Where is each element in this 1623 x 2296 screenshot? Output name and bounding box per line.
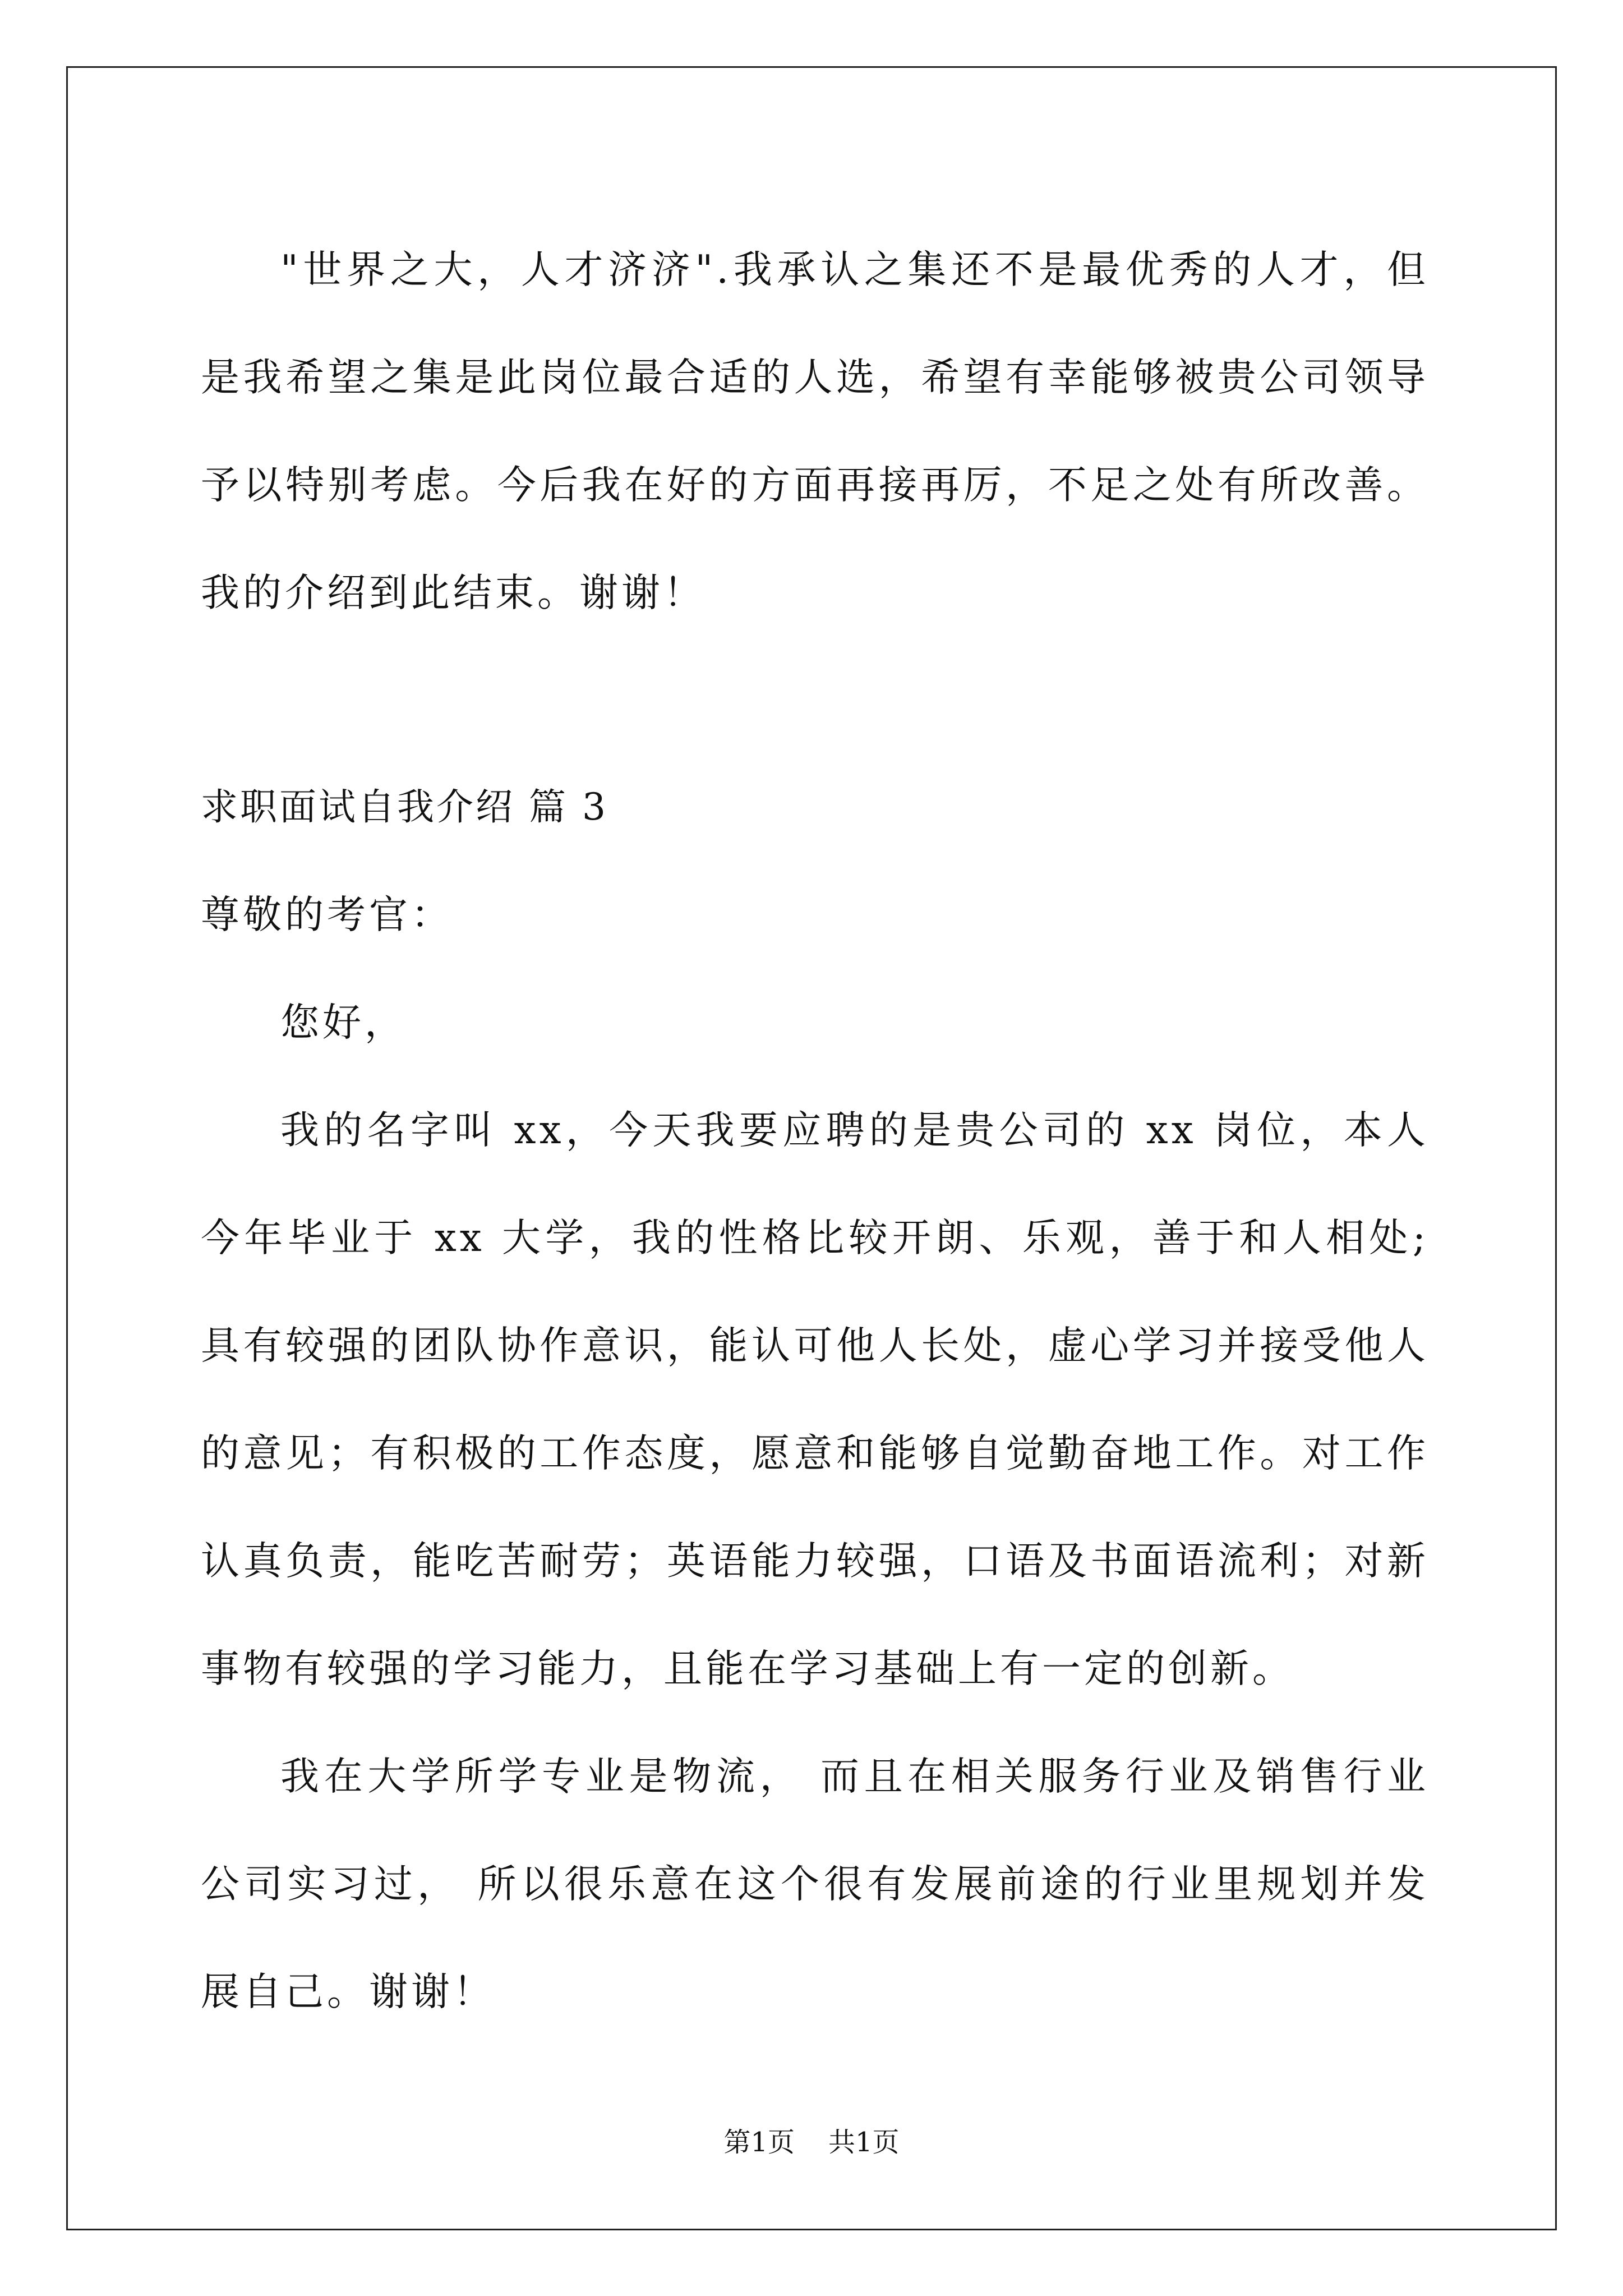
greeting: 您好， xyxy=(280,1000,407,1045)
page-number: 第1页 xyxy=(723,2127,795,2158)
page-total: 共1页 xyxy=(828,2127,900,2158)
section-title: 求职面试自我介绍 篇 3 xyxy=(201,785,608,829)
body-paragraph-major: 我在大学所学专业是物流， 而且在相关服务行业及销售行业公司实习过， 所以很乐意在这个很有发展前途的行业里规划并发展自己。谢谢！ xyxy=(201,1754,1429,2014)
document-body xyxy=(201,216,1429,2046)
page-footer xyxy=(0,2120,1623,2159)
closing-paragraph: "世界之大，人才济济".我承认之集还不是最优秀的人才，但是我希望之集是此岗位最合适的人选，希望有幸能够被贵公司领导予以特别考虑。今后我在好的方面再接再厉，不足之处有所改善。我的介绍到此结束。谢谢！ xyxy=(201,247,1429,615)
salutation: 尊敬的考官： xyxy=(201,892,453,937)
body-paragraph-intro: 我的名字叫 xx，今天我要应聘的是贵公司的 xx 岗位，本人今年毕业于 xx 大学，我的性格比较开朗、乐观，善于和人相处;具有较强的团队协作意识，能认可他人长处，虚心学习并接受他人的意见；有积极的工作态度，愿意和能够自觉勤奋地工作。对工作认真负责，能吃苦耐劳；英语能力较强，口语及书面语流利；对新事物有较强的学习能力，且能在学习基础上有一定的创新。 xyxy=(201,1108,1429,1691)
